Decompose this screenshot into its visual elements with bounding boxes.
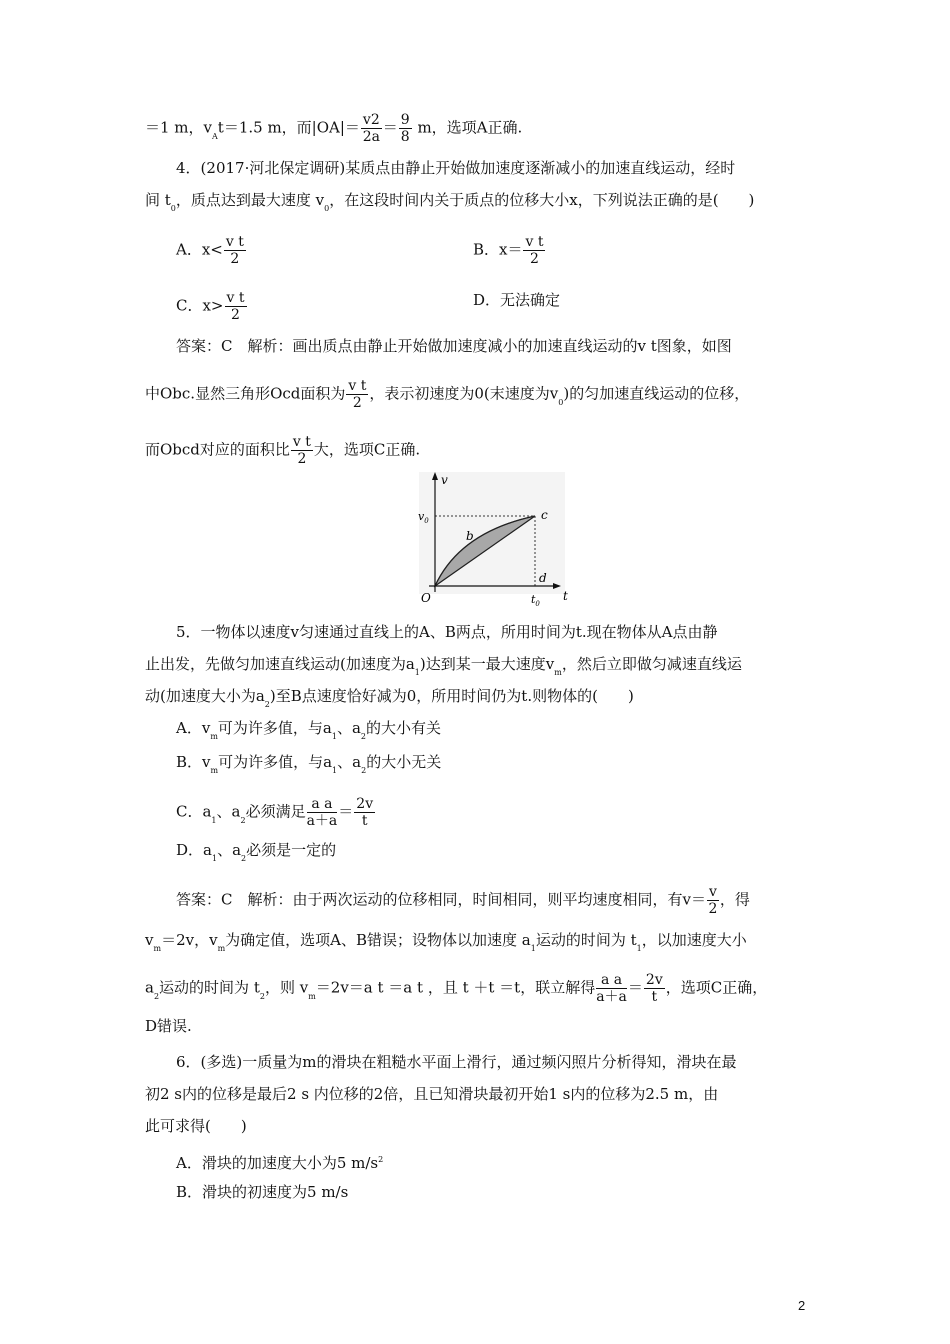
fraction (346, 378, 368, 411)
subscript: m (210, 732, 218, 741)
denominator: a＋a (306, 813, 338, 829)
question-5-line-2 (145, 654, 742, 677)
subscript: A (212, 131, 218, 141)
subscript: 0 (324, 204, 330, 213)
subscript: 1 (530, 944, 536, 953)
text: ＝2v＝a t ＝a t ，且 t ＋t ＝t，联立解得 (315, 978, 596, 997)
text: 可为许多值，与a (217, 719, 332, 737)
option-a (176, 1150, 383, 1173)
text: 间 t (145, 191, 171, 209)
text: 为确定值，选项A、B错误；设物体以加速度 a (225, 931, 531, 949)
fraction (224, 234, 246, 267)
text: ，质点达到最大速度 v (175, 191, 325, 209)
text: A．x< (176, 240, 223, 259)
subscript: m (308, 991, 316, 1001)
text: ，在这段时间内关于质点的位移大小x，下列说法正确的是( ) (329, 191, 755, 209)
text: A．滑块的加速度大小为5 m/s (176, 1154, 379, 1172)
text: m，选项A正确. (412, 118, 523, 137)
numerator: a a (307, 796, 338, 813)
answer-5-line-4: D错误. (145, 1017, 192, 1035)
numerator: v (708, 884, 717, 900)
denominator: 2 (530, 251, 539, 267)
option-a (176, 718, 441, 741)
denominator: 2a (362, 129, 380, 145)
numerator: v2 (362, 112, 380, 128)
numerator: 2v (645, 972, 663, 988)
denominator: 8 (400, 129, 410, 145)
question-4-line-1: 4．(2017·河北保定调研)某质点由静止开始做加速度逐渐减小的加速直线运动，经时 (176, 159, 736, 177)
label-d: d (539, 571, 547, 585)
answer-5-line-1 (176, 884, 750, 917)
text: ＝ (382, 118, 398, 137)
text: 运动的时间为 t (535, 931, 637, 949)
text: 运动的时间为 t (159, 978, 260, 997)
subscript: 2 (264, 700, 270, 709)
question-6-line-3: 此可求得( ) (145, 1117, 247, 1135)
option-d: D．无法确定 (473, 291, 561, 309)
subscript: 1 (332, 766, 338, 775)
text: 可为许多值，与a (218, 753, 333, 771)
text: C．a (176, 802, 212, 821)
label-c: c (541, 508, 548, 522)
subscript: 1 (331, 732, 337, 741)
fraction (361, 112, 382, 145)
text: ＝2v，v (161, 931, 218, 949)
subscript: 1 (414, 668, 420, 677)
subscript: 0 (558, 397, 564, 407)
question-5-line-3 (145, 686, 634, 709)
text: B．x＝ (473, 240, 523, 259)
vt-graph-figure (405, 472, 575, 610)
subscript: 0 (170, 204, 176, 213)
subscript: m (210, 766, 219, 775)
text: 必须是一定的 (246, 841, 337, 859)
numerator: v t (226, 290, 245, 306)
numerator: v t (525, 234, 544, 250)
fraction (399, 112, 412, 145)
subscript: m (153, 944, 162, 953)
fraction (596, 972, 627, 1005)
text: ＝1 m，v (145, 118, 213, 137)
denominator: 2 (352, 395, 362, 411)
text: 、a (337, 753, 362, 771)
subscript: 1 (636, 944, 642, 953)
text: ＝ (338, 802, 354, 821)
fraction (291, 434, 313, 467)
label-v0: $v_0$ (418, 510, 429, 525)
denominator: 2 (230, 251, 240, 267)
label-b: b (466, 529, 474, 543)
text: 的大小无关 (366, 753, 442, 771)
text: 而Obcd对应的面积比 (145, 440, 290, 459)
text: )至B点速度恰好减为0，所用时间仍为t.则物体的( ) (269, 687, 634, 705)
text: 、a (216, 802, 241, 821)
denominator: 2 (231, 307, 240, 323)
text: )达到某一最大速度v (419, 655, 555, 673)
label-t0: $t_0$ (531, 593, 540, 608)
answer-5-line-2 (145, 930, 747, 953)
subscript: 2 (241, 854, 247, 863)
numerator: v t (348, 378, 367, 394)
option-b (176, 752, 441, 775)
option-b: B．滑块的初速度为5 m/s (176, 1183, 349, 1201)
text: C．x> (176, 296, 224, 315)
answer-4-line-1: 答案：C 解析：画出质点由静止开始做加速度减小的加速直线运动的v t图象，如图 (176, 337, 732, 355)
subscript: 2 (361, 766, 367, 775)
page-number: 2 (798, 1298, 806, 1313)
answer-4-line-3 (145, 434, 420, 467)
subscript: 2 (153, 991, 160, 1001)
text-line (145, 112, 522, 145)
option-d (176, 840, 336, 863)
numerator: v t (292, 434, 311, 450)
text: B．v (176, 753, 211, 771)
text: 、a (336, 719, 361, 737)
text: 的大小有关 (366, 719, 442, 737)
numerator: 2v (356, 796, 374, 812)
option-b (473, 234, 546, 267)
question-6-line-2: 初2 s内的位移是最后2 s 内位移的2倍，且已知滑块最初开始1 s内的位移为2.5 m，由 (145, 1085, 719, 1103)
text: 大，选项C正确. (313, 440, 421, 459)
subscript: m (554, 668, 562, 677)
text: 止出发，先做匀加速直线运动(加速度为a (145, 655, 415, 673)
numerator: v t (225, 234, 244, 250)
text: A．v (176, 719, 211, 737)
superscript: 2 (378, 1155, 384, 1164)
text: 必须满足 (245, 802, 306, 821)
text: 动(加速度大小为a (145, 687, 265, 705)
question-6-line-1: 6．(多选)一质量为m的滑块在粗糙水平面上滑行，通过频闪照片分析得知，滑块在最 (176, 1053, 737, 1071)
subscript: 2 (240, 815, 246, 825)
numerator: a a (596, 972, 627, 989)
text: a (145, 978, 154, 997)
text: ＝ (627, 978, 643, 997)
label-v: v (441, 473, 448, 487)
answer-5-line-3 (145, 972, 767, 1005)
text: t＝1.5 m，而|OA|＝ (217, 118, 360, 137)
text: v (145, 931, 154, 949)
denominator: t (651, 989, 658, 1005)
subscript: m (217, 944, 226, 953)
text: ，得 (719, 890, 750, 909)
text: )的匀加速直线运动的位移， (563, 384, 750, 403)
option-c (176, 290, 248, 323)
option-a (176, 234, 247, 267)
fraction (307, 796, 338, 829)
question-4-line-2 (145, 190, 754, 213)
text: ，则 v (264, 978, 309, 997)
subscript: 2 (360, 732, 366, 741)
subscript: 1 (211, 815, 217, 825)
denominator: 2 (297, 451, 307, 467)
denominator: 2 (708, 901, 718, 917)
numerator: 9 (400, 112, 410, 128)
fraction (707, 884, 719, 917)
text: ，然后立即做匀减速直线运 (561, 655, 742, 673)
fraction (644, 972, 665, 1005)
question-5-line-1: 5．一物体以速度v匀速通过直线上的A、B两点，所用时间为t.现在物体从A点由静 (176, 623, 718, 641)
subscript: 1 (211, 854, 218, 863)
denominator: a＋a (596, 989, 627, 1005)
denominator: t (361, 813, 368, 829)
label-o: O (421, 591, 431, 605)
text: 、a (217, 841, 242, 859)
text: 中Obc.显然三角形Ocd面积为 (145, 384, 346, 403)
subscript: 2 (259, 991, 265, 1001)
text: ，表示初速度为0(末速度为v (369, 384, 559, 403)
text: D．a (176, 841, 212, 859)
text: ，选项C正确， (665, 978, 768, 997)
text: 答案：C 解析：由于两次运动的位移相同，时间相同，则平均速度相同，有v＝ (176, 890, 706, 909)
fraction (354, 796, 375, 829)
fraction (225, 290, 247, 323)
fraction (523, 234, 545, 267)
answer-4-line-2 (145, 378, 749, 411)
text: ，以加速度大小 (641, 931, 747, 949)
option-c (176, 796, 376, 829)
label-t: t (563, 589, 568, 603)
